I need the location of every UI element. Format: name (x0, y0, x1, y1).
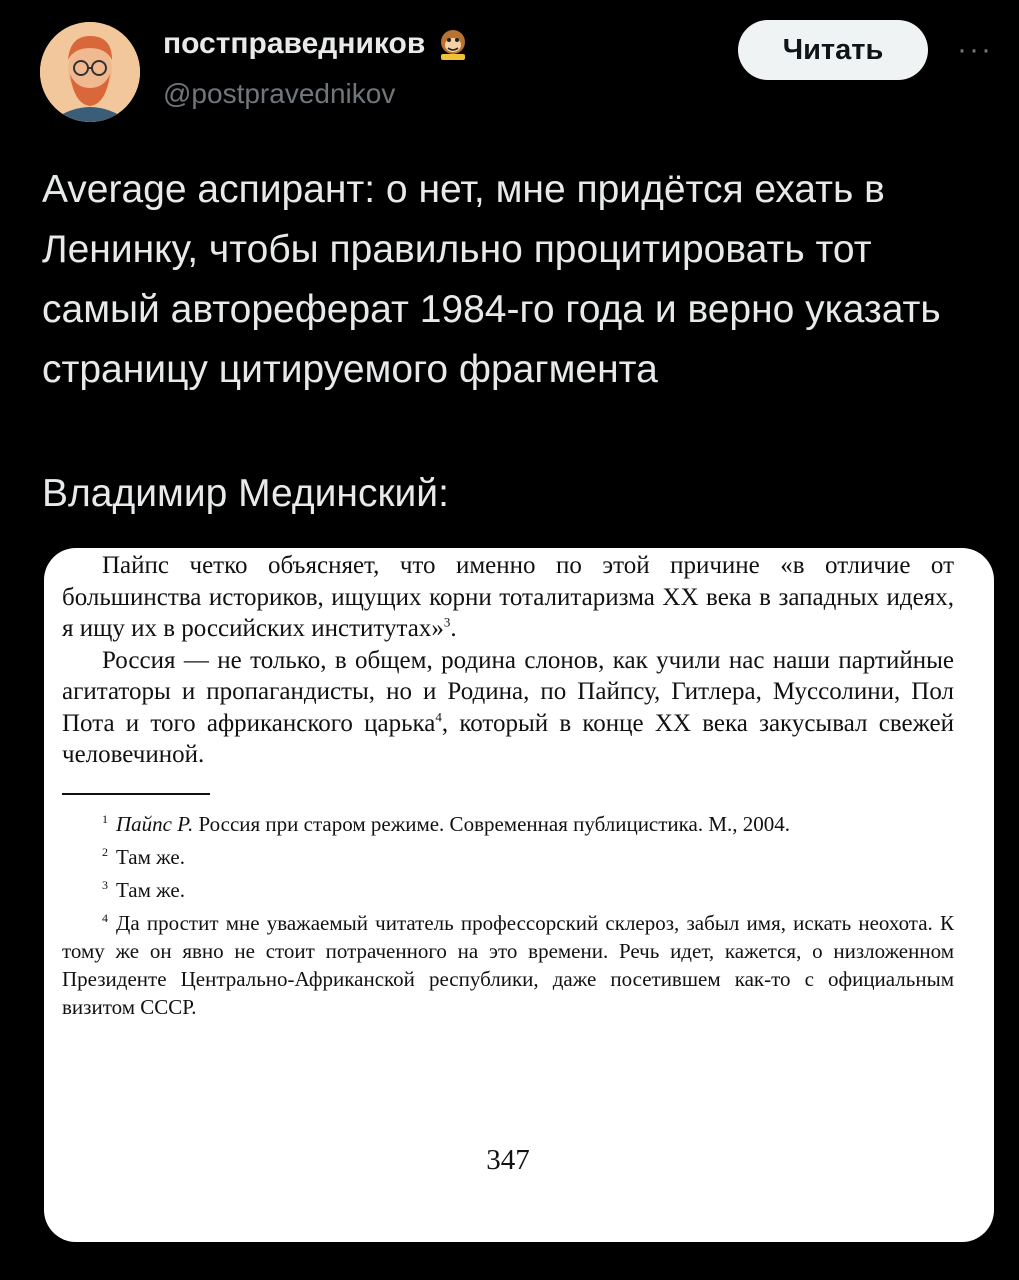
tweet-text-second-paragraph: Владимир Мединский: (42, 472, 449, 515)
monkey-badge-icon (435, 26, 471, 62)
book-paragraph-2 (62, 645, 954, 771)
footnote-1-text: Россия при старом режиме. Современная публицистика. М., 2004. (193, 811, 791, 836)
follow-button[interactable]: Читать (738, 20, 928, 80)
author-name-text[interactable]: постправедников (163, 27, 426, 60)
footnote-4-text: Да простит мне уважаемый читатель профессорский склероз, забыл имя, искать неохота. К тому же он явно не стоит потраченного на это времени. Речь идет, кажется, о низложенном Президенте Центрально-Африканской республики, даже посетившем как-то с официальным визитом СССР. (62, 910, 954, 1019)
footnote-4-number: 4 (102, 910, 108, 925)
book-page-scan (62, 548, 955, 1176)
footnote-3-number: 3 (102, 877, 108, 892)
footnote-4 (62, 904, 954, 1021)
book-paragraph-1 (62, 550, 954, 645)
author-name[interactable] (163, 26, 471, 62)
footnote-1-author: Пайпс Р. (116, 811, 194, 836)
more-dots-icon[interactable]: ··· (957, 33, 993, 66)
footnote-2 (62, 838, 954, 871)
footnote-2-number: 2 (102, 844, 108, 859)
avatar[interactable] (40, 22, 140, 122)
footnote-ref-3: 3 (443, 614, 451, 630)
footnote-1 (62, 805, 954, 838)
footnote-1-number: 1 (102, 811, 108, 826)
book-paragraph-2-text-a: Россия — не только, в общем, родина слонов, как учили нас наши партийные агитаторы и пропагандисты, но и Родина, по Пайпсу, Гитлера, Муссолини, Пол Пота и того африканского царька (62, 646, 954, 737)
footnote-3 (62, 871, 954, 904)
page-number: 347 (486, 1144, 530, 1176)
footnote-divider (62, 793, 210, 795)
footnote-2-text: Там же. (116, 844, 185, 869)
book-paragraph-2-text-b: , который в конце XX века закусывал свежей человечиной. (62, 709, 955, 768)
tweet-text: Average аспирант: о нет, мне придётся ехать в Ленинку, чтобы правильно процитировать тот самый автореферат 1984-го года и верно указать страницу цитируемого фрагмента (42, 168, 941, 391)
footnote-3-text: Там же. (116, 877, 185, 902)
footnote-ref-4: 4 (435, 709, 442, 725)
book-paragraph-1-text: Пайпс четко объясняет, что именно по этой причине «в отличие от большинства историков, ищущих корни тоталитаризма XX века в западных идеях, я ищу их в российских институтах» (62, 552, 954, 642)
author-handle[interactable]: @postpravednikov (163, 78, 396, 109)
bearded-man-avatar (40, 22, 140, 122)
tweet-media-image[interactable] (44, 548, 994, 1242)
book-paragraph-1-end: . (450, 615, 457, 642)
